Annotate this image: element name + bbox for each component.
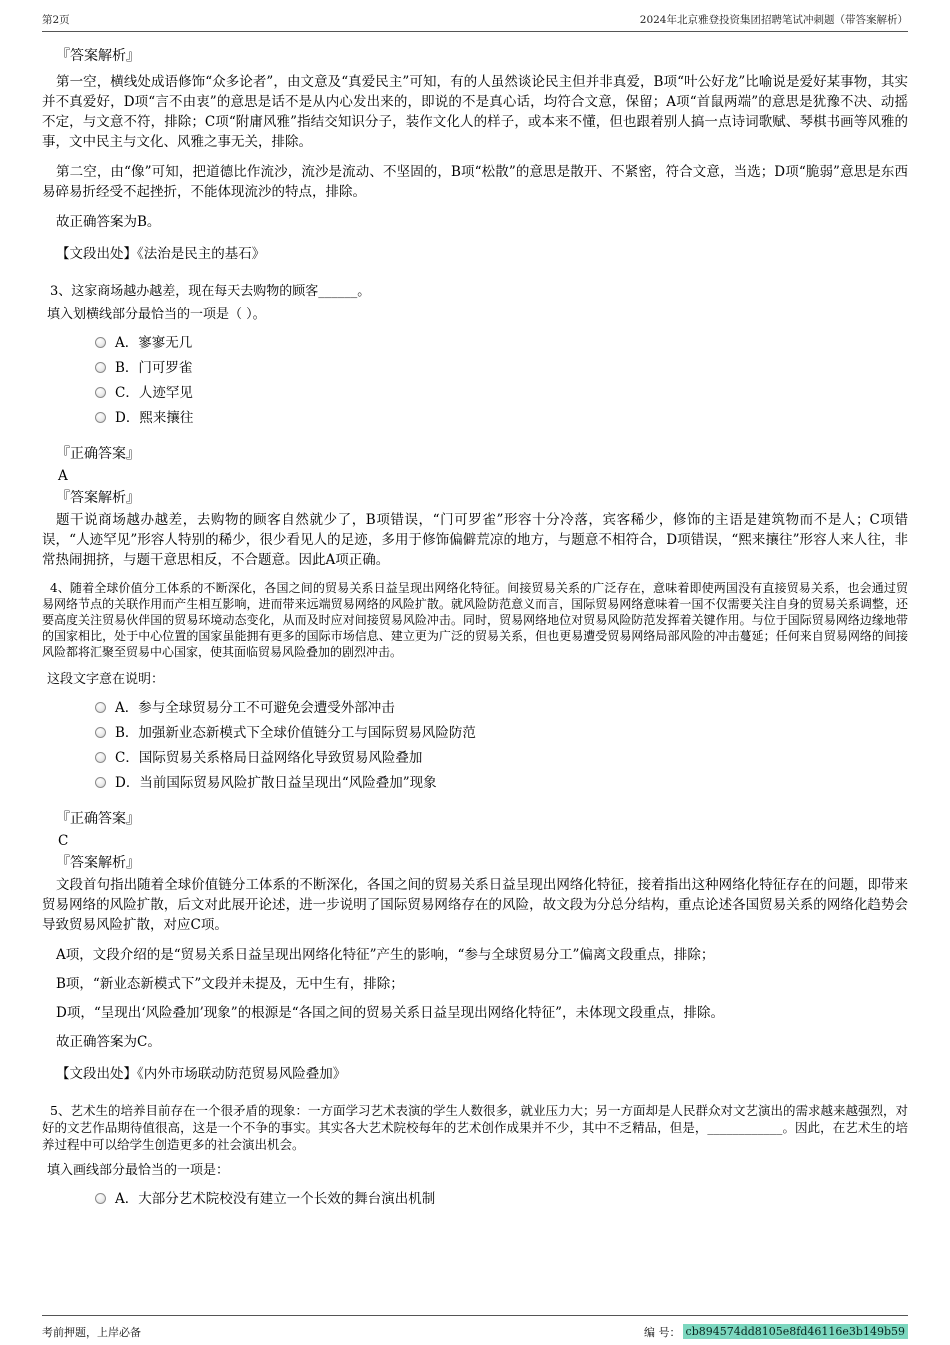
- q2-source-note: 【文段出处】《法治是民主的基石》: [56, 246, 266, 262]
- q4-analysis-heading: 『答案解析』: [56, 855, 140, 871]
- option-label: D．当前国际贸易风险扩散日益呈现出“风险叠加”现象: [115, 774, 437, 791]
- option-label: D．熙来攘往: [115, 409, 194, 426]
- document-title: 2024年北京雅登投资集团招聘笔试冲刺题（带答案解析）: [639, 14, 908, 26]
- option-label: A．大部分艺术院校没有建立一个长效的舞台演出机制: [115, 1190, 436, 1207]
- doc-code-value: cb894574dd8105e8fd46116e3b149b59: [683, 1324, 908, 1339]
- q3-correct-answer: A: [58, 468, 68, 484]
- question4-option-b[interactable]: [95, 720, 908, 745]
- q3-analysis-para: 题干说商场越办越差，去购物的顾客自然就少了，B项错误，“门可罗雀”形容十分冷落，宾客稀少，修饰的主语是建筑物而不是人；C项错误，“人迹罕见”形容人特别的稀少，很少看见人的足迹，多用于修饰偏僻荒凉的地方，与题意不相符合，D项错误，“熙来攘往”形容人来人往，非常热闹拥挤，与题干意思相反，不合题意。因此A项正确。: [42, 512, 908, 568]
- question5-option-a[interactable]: [95, 1186, 908, 1211]
- radio-icon[interactable]: [95, 362, 106, 373]
- q4-note-option-a: A项，文段介绍的是“贸易关系日益呈现出网络化特征”产生的影响，“参与全球贸易分工”偏离文段重点，排除；: [56, 947, 715, 963]
- q4-source-note: 【文段出处】《内外市场联动防范贸易风险叠加》: [56, 1066, 347, 1082]
- question4-option-c[interactable]: [95, 745, 908, 770]
- q3-correct-answer-heading: 『正确答案』: [56, 446, 140, 462]
- q2-conclusion: 故正确答案为B。: [56, 214, 161, 230]
- question3-option-c[interactable]: [95, 380, 908, 405]
- question5-stem: 5、艺术生的培养目前存在一个很矛盾的现象：一方面学习艺术表演的学生人数很多，就业压力大；另一方面却是人民群众对文艺演出的需求越来越强烈，对好的文艺作品期待值很高，这是一个不争的事实。其实各大艺术院校每年的艺术创作成果并不少，其中不乏精品，但是，____________。因此，在艺术生的培养过程中可以给学生创造更多的社会演出机会。: [42, 1103, 908, 1152]
- document-content: [42, 32, 908, 1211]
- q2-analysis-para2: 第二空，由“像”可知，把道德比作流沙，流沙是流动、不坚固的，B项“松散”的意思是散开、不紧密，符合文意，当选；D项“脆弱”意思是东西易碎易折经受不起挫折，不能体现流沙的特点，排除。: [42, 164, 908, 200]
- question3-option-d[interactable]: [95, 405, 908, 430]
- q4-correct-answer-heading: 『正确答案』: [56, 811, 140, 827]
- q4-note-option-d: D项，“呈现出‘风险叠加’现象”的根源是“各国之间的贸易关系日益呈现出网络化特征”，未体现文段重点，排除。: [56, 1005, 725, 1021]
- page-footer: [42, 1315, 908, 1345]
- option-label: C．国际贸易关系格局日益网络化导致贸易风险叠加: [115, 749, 423, 766]
- question4-option-d[interactable]: [95, 770, 908, 795]
- q4-note-option-b: B项，“新业态新模式下”文段并未提及，无中生有，排除；: [56, 976, 404, 992]
- question3-instruction: 填入划横线部分最恰当的一项是（ ）。: [47, 307, 266, 322]
- radio-icon[interactable]: [95, 412, 106, 423]
- question3-option-a[interactable]: [95, 330, 908, 355]
- radio-icon[interactable]: [95, 752, 106, 763]
- doc-code-label: 编 号：: [644, 1325, 681, 1339]
- option-label: A．寥寥无几: [115, 334, 193, 351]
- question4-stem: 4、随着全球价值分工体系的不断深化，各国之间的贸易关系日益呈现出网络化特征。间接贸易关系的广泛存在，意味着即使两国没有直接贸易关系，也会通过贸易网络节点的关联作用而产生相互影响，进而带来远端贸易网络的风险扩散。就风险防范意义而言，国际贸易网络意味着一国不仅需要关注自身的贸易关系调整，还要高度关注贸易伙伴国的贸易环境动态变化，从而及时应对间接贸易风险冲击。同时，贸易网络地位对贸易风险防范发挥着关键作用。与位于国际贸易网络边缘地带的国家相比，处于中心位置的国家虽能拥有更多的国际市场信息、建立更为广泛的贸易关系，但也更易遭受贸易网络局部风险的冲击蔓延；任何来自贸易网络的间接风险都将汇聚至贸易中心国家，使其面临贸易风险叠加的剧烈冲击。: [42, 581, 908, 659]
- footer-doc-code: [644, 1324, 908, 1340]
- option-label: C．人迹罕见: [115, 384, 193, 401]
- question3-option-b[interactable]: [95, 355, 908, 380]
- question4-instruction: 这段文字意在说明：: [47, 672, 165, 687]
- option-label: B．加强新业态新模式下全球价值链分工与国际贸易风险防范: [115, 724, 476, 741]
- q2-analysis-heading: 『答案解析』: [56, 48, 140, 64]
- q4-conclusion: 故正确答案为C。: [56, 1034, 161, 1050]
- page-number: 第2页: [42, 14, 70, 26]
- radio-icon[interactable]: [95, 727, 106, 738]
- q4-correct-answer: C: [58, 833, 69, 849]
- option-label: A．参与全球贸易分工不可避免会遭受外部冲击: [115, 699, 395, 716]
- q4-analysis-para: 文段首句指出随着全球价值链分工体系的不断深化，各国之间的贸易关系日益呈现出网络化特征，接着指出这种网络化特征存在的问题，即带来贸易网络的风险扩散，后文对此展开论述，进一步说明了国际贸易网络存在的风险，故文段为分总分结构，重点论述各国贸易关系的网络化趋势会导致贸易风险扩散，对应C项。: [42, 877, 908, 933]
- question3-options: [95, 330, 908, 430]
- radio-icon[interactable]: [95, 337, 106, 348]
- option-label: B．门可罗雀: [115, 359, 193, 376]
- q2-analysis-para1: 第一空，横线处成语修饰“众多论者”，由文意及“真爱民主”可知，有的人虽然谈论民主但并非真爱，B项“叶公好龙”比喻说是爱好某事物，其实并不真爱好，D项“言不由衷”的意思是话不是从内心发出来的，即说的不是真心话，均符合文意，保留；A项“首鼠两端”的意思是犹豫不决、动摇不定，与文意不符，排除；C项“附庸风雅”指结交知识分子，装作文化人的样子，或本来不懂，但也跟着别人搞一点诗词歌赋、琴棋书画等风雅的事，文中民主与文化、风雅之事无关，排除。: [42, 74, 908, 150]
- question4-options: [95, 695, 908, 795]
- radio-icon[interactable]: [95, 777, 106, 788]
- question5-instruction: 填入画线部分最恰当的一项是：: [47, 1163, 230, 1178]
- question3-stem: 3、这家商场越办越差，现在每天去购物的顾客______。: [50, 284, 371, 299]
- footer-slogan: 考前押题，上岸必备: [42, 1325, 141, 1339]
- question5-options: [95, 1186, 908, 1211]
- q3-analysis-heading: 『答案解析』: [56, 490, 140, 506]
- page-header: [42, 10, 908, 32]
- radio-icon[interactable]: [95, 702, 106, 713]
- question4-option-a[interactable]: [95, 695, 908, 720]
- radio-icon[interactable]: [95, 387, 106, 398]
- radio-icon[interactable]: [95, 1193, 106, 1204]
